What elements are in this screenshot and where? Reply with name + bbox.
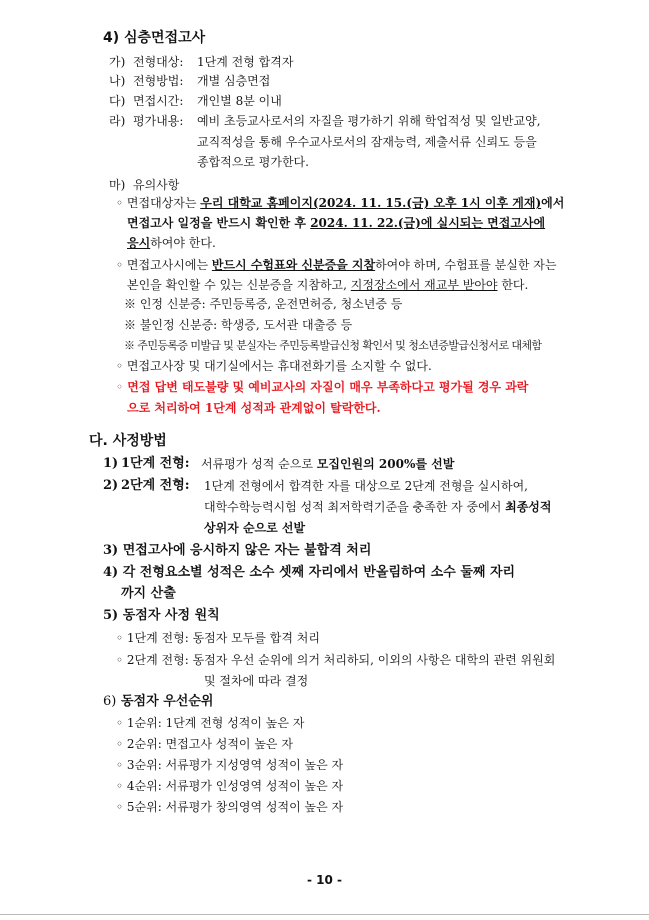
da-item-1-a: 서류평가 성적 순으로 <box>201 457 317 471</box>
priority-4: ◦ 4순위: 서류평가 인성영역 성적이 높은 자 <box>116 779 344 793</box>
item-ga-label: 가) <box>109 55 126 69</box>
note-7-line-2: 으로 처리하여 1단계 성적과 관계없이 탈락한다. <box>127 401 381 415</box>
note-2-reissue: 지정장소에서 재교부 받아야 <box>350 278 498 292</box>
item-ra-line-1 <box>197 112 597 130</box>
da-item-2-key: 2단계 전형: <box>121 478 190 493</box>
item-ma-label: 마) <box>109 178 126 192</box>
da-item-2-line-2a: 대학수학능력시험 성적 최저학력기준을 충족한 자 중에서 <box>204 500 506 514</box>
da-item-2-num: 2) <box>103 478 119 493</box>
bottom-divider <box>0 914 649 915</box>
da-item-6-num: 6) <box>103 694 117 709</box>
item-na-value: 개별 심층면접 <box>197 74 271 88</box>
note-5: ※ 주민등록증 미발급 및 분실자는 주민등록발급신청 확인서 및 청소년증발급신청서로 대체함 <box>124 339 542 352</box>
note-2-rest: 하여야 하며, 수험표를 분실한 자는 <box>375 258 557 272</box>
da-item-6-title: 동점자 우선순위 <box>121 694 214 709</box>
item-ra-line-2: 교직적성을 통해 우수교사로서의 잠재능력, 제출서류 신뢰도 등을 <box>197 135 537 149</box>
ra-line-1-text: 예비 초등교사로서의 자질을 평가하기 위해 학업적성 및 일반교양, <box>197 114 541 128</box>
item-da-key: 면접시간: <box>133 94 184 108</box>
da-item-5-b-line-2: 및 절차에 따라 결정 <box>204 674 309 688</box>
da-item-2-line-3: 상위자 순으로 선발 <box>204 521 306 535</box>
item-da-value: 개인별 8분 이내 <box>197 94 282 108</box>
note-2-id: 본인을 확인할 수 있는 신분증을 지참하고, <box>127 278 351 292</box>
da-item-1-text <box>201 455 454 473</box>
da-item-2-line-2b: 최종성적 <box>505 500 552 514</box>
note-1-line-2 <box>127 214 545 232</box>
note-7-line-1: ◦ 면접 답변 태도불량 및 예비교사의 자질이 매우 부족하다고 평가될 경우 과락 <box>116 380 529 394</box>
item-na-key: 전형방법: <box>133 74 184 88</box>
note-4: ※ 불인정 신분증: 학생증, 도서관 대출증 등 <box>124 318 353 332</box>
note-1-end: 하여야 한다. <box>150 236 216 250</box>
item-ra-key: 평가내용: <box>133 114 184 128</box>
item-ma-key: 유의사항 <box>133 178 180 192</box>
da-item-1-num: 1) <box>103 456 119 471</box>
item-ra-label: 라) <box>109 114 126 128</box>
da-item-1-b: 모집인원의 200%를 선발 <box>316 457 455 471</box>
note-1-line-3 <box>127 234 216 252</box>
note-6: ◦ 면접고사장 및 대기실에서는 휴대전화기를 소지할 수 없다. <box>116 359 432 373</box>
item-ga-key: 전형대상: <box>133 55 184 69</box>
section-da-heading: 다. 사정방법 <box>89 433 167 449</box>
item-da-label: 다) <box>109 94 126 108</box>
note-1-suffix: 에서 <box>541 196 565 210</box>
item-ga-value: 1단계 전형 합격자 <box>197 55 294 69</box>
note-1-apply: 응시 <box>127 236 151 250</box>
priority-3: ◦ 3순위: 서류평가 지성영역 성적이 높은 자 <box>116 758 344 772</box>
note-2-line-1 <box>116 256 556 274</box>
note-1-homepage: 우리 대학교 홈페이지(2024. 11. 15.(금) 오후 1시 이후 게재) <box>200 196 542 210</box>
note-1-exam: 에 실시되는 면접고사에 <box>420 216 546 230</box>
note-2-end: 한다. <box>497 278 529 292</box>
da-item-2-line-1: 1단계 전형에서 합격한 자를 대상으로 2단계 전형을 실시하여, <box>204 479 528 493</box>
item-ra-line-3: 종합적으로 평가한다. <box>197 155 309 169</box>
da-item-1-key: 1단계 전형: <box>121 456 190 471</box>
priority-2: ◦ 2순위: 면접고사 성적이 높은 자 <box>116 737 293 751</box>
note-2-prefix: ◦ 면접고사시에는 <box>116 258 212 272</box>
note-1-prefix: ◦ 면접대상자는 <box>116 196 201 210</box>
da-item-5: 5) 동점자 사정 원칙 <box>103 608 220 623</box>
note-2-line-2 <box>127 276 528 294</box>
note-3: ※ 인정 신분증: 주민등록증, 운전면허증, 청소년증 등 <box>124 297 403 311</box>
priority-5: ◦ 5순위: 서류평가 창의영역 성적이 높은 자 <box>116 800 344 814</box>
priority-1: ◦ 1순위: 1단계 전형 성적이 높은 자 <box>116 716 305 730</box>
da-item-4-line-2: 까지 산출 <box>121 586 176 601</box>
section-4-heading: 4) 심층면접고사 <box>103 30 206 46</box>
note-1-date: 2024. 11. 22.(금) <box>310 216 421 230</box>
da-item-4-line-1: 4) 각 전형요소별 성적은 소수 셋째 자리에서 반올림하여 소수 둘째 자리 <box>103 565 516 580</box>
note-2-bring: 반드시 수험표와 신분증을 지참 <box>211 258 376 272</box>
note-1-check: 면접고사 일정을 반드시 확인한 후 <box>127 216 311 230</box>
page-number: - 10 - <box>306 873 342 887</box>
da-item-5-b-line-1: ◦ 2단계 전형: 동점자 우선 순위에 의거 처리하되, 이외의 사항은 대학의 관련 위원회 <box>116 653 556 667</box>
item-na-label: 나) <box>109 74 126 88</box>
da-item-5-a: ◦ 1단계 전형: 동점자 모두를 합격 처리 <box>116 631 320 645</box>
da-item-2-line-2 <box>204 498 551 516</box>
da-item-3: 3) 면접고사에 응시하지 않은 자는 불합격 처리 <box>103 543 372 558</box>
note-1-line-1 <box>116 194 564 212</box>
